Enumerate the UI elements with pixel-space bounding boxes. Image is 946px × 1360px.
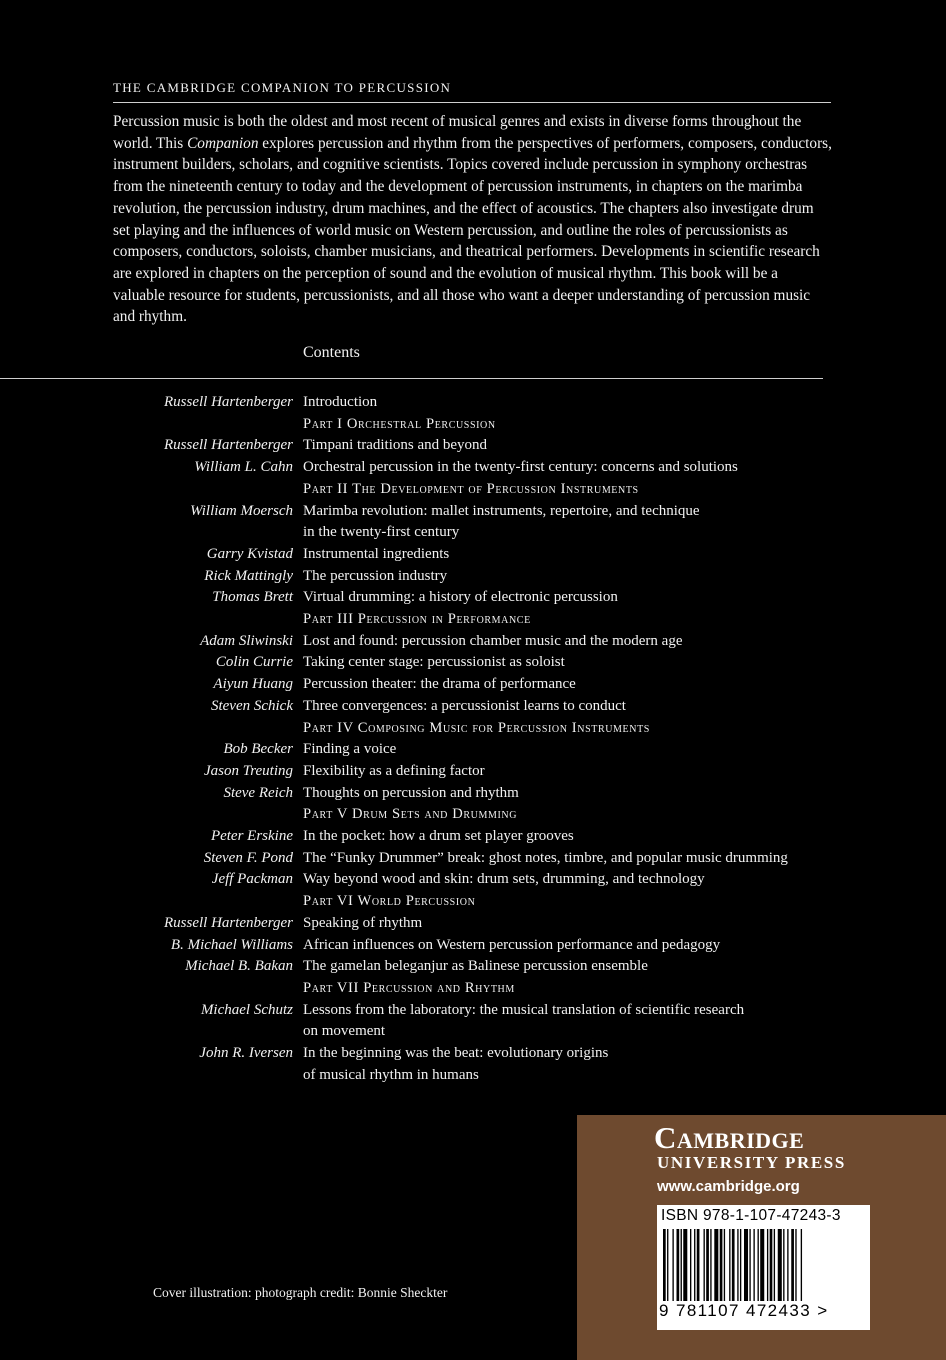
barcode-bar: [760, 1229, 764, 1301]
toc-part-label: Part I Orchestral Percussion: [303, 415, 496, 432]
toc-chapter-title: Flexibility as a defining factor: [303, 762, 485, 779]
toc-chapter-title: Finding a voice: [303, 741, 397, 758]
toc-entry: [0, 435, 946, 457]
contents-heading: Contents: [303, 344, 360, 361]
toc-entry: [0, 457, 946, 479]
barcode-bar: [767, 1229, 768, 1301]
toc-chapter-title: In the beginning was the beat: evolutionary origins of musical rhythm in humans: [303, 1045, 609, 1083]
toc-author: B. Michael Williams: [170, 936, 293, 953]
toc-entry: [0, 631, 946, 653]
publisher-url[interactable]: www.cambridge.org: [657, 1178, 800, 1195]
toc-author: Michael Schutz: [200, 1001, 293, 1018]
barcode-bar: [681, 1229, 682, 1301]
toc-entry: [0, 587, 946, 609]
toc-chapter-title: Way beyond wood and skin: drum sets, drumming, and technology: [303, 871, 705, 888]
publisher-name: Cambridge: [654, 1120, 805, 1155]
toc-entry: [0, 566, 946, 588]
barcode-bar: [683, 1229, 687, 1301]
toc-entry: [0, 826, 946, 848]
barcode-bar: [749, 1229, 750, 1301]
toc-chapter-title: The percussion industry: [303, 567, 448, 584]
toc-author: Aiyun Huang: [213, 676, 293, 693]
toc-author: William L. Cahn: [194, 459, 293, 476]
barcode-bar: [720, 1229, 723, 1301]
toc-entry: [0, 652, 946, 674]
blurb-part-1: Percussion music is both the oldest and most recent of musical genres and exists in diverse forms throughout the world. This: [113, 113, 802, 152]
toc-author: Garry Kvistad: [206, 545, 293, 562]
barcode-bar: [770, 1229, 773, 1301]
toc-part-heading: [0, 891, 946, 913]
barcode-bar: [704, 1229, 705, 1301]
barcode-bar: [774, 1229, 775, 1301]
toc-entry: [0, 501, 946, 544]
toc-chapter-title: Orchestral percussion in the twenty-first century: concerns and solutions: [303, 459, 738, 476]
toc-author: Jeff Packman: [211, 871, 293, 888]
toc-author: Russell Hartenberger: [163, 914, 293, 931]
toc-part-label: Part V Drum Sets and Drumming: [303, 806, 518, 823]
toc-author: Steve Reich: [223, 784, 293, 801]
toc-entry: [0, 1000, 946, 1043]
barcode-bar: [783, 1229, 784, 1301]
toc-part-label: Part VI World Percussion: [303, 893, 476, 910]
barcode-bar: [795, 1229, 796, 1301]
barcode-digits: 9 781107 472433 >: [659, 1301, 829, 1320]
barcode-bar: [801, 1229, 802, 1301]
barcode-bar: [778, 1229, 782, 1301]
toc-chapter-title: Marimba revolution: mallet instruments, repertoire, and technique in the twenty-first century: [303, 502, 700, 541]
toc-chapter-title: The gamelan beleganjur as Balinese percussion ensemble: [303, 958, 648, 975]
barcode-bar: [714, 1229, 718, 1301]
toc-author: Russell Hartenberger: [163, 437, 293, 454]
barcode-bar: [791, 1229, 794, 1301]
toc-part-heading: [0, 804, 946, 826]
toc-part-label: Part VII Percussion and Rhythm: [303, 979, 515, 996]
barcode-bar: [667, 1229, 668, 1301]
barcode-bar: [758, 1229, 759, 1301]
toc-chapter-title: Introduction: [303, 394, 378, 410]
toc-author: Steven Schick: [210, 697, 293, 714]
isbn-label: ISBN 978-1-107-47243-3: [661, 1207, 841, 1224]
toc-part-label: Part IV Composing Music for Percussion Instruments: [303, 719, 650, 736]
barcode-bar: [663, 1229, 666, 1301]
barcode-bar: [677, 1229, 680, 1301]
toc-author: Adam Sliwinski: [200, 632, 293, 649]
toc-author: Jason Treuting: [203, 762, 293, 779]
barcode-bar: [729, 1229, 730, 1301]
table-of-contents: [0, 392, 946, 1087]
toc-author: Russell Hartenberger: [163, 394, 293, 410]
barcode-bars-icon: [663, 1229, 863, 1301]
contents-rule: [0, 378, 823, 379]
publisher-subname: UNIVERSITY PRESS: [657, 1153, 846, 1172]
barcode-bar: [694, 1229, 695, 1301]
blurb-emphasis: Companion: [187, 134, 259, 152]
barcode-bar: [787, 1229, 788, 1301]
barcode-bar: [737, 1229, 738, 1301]
toc-chapter-title: The “Funky Drummer” break: ghost notes, timbre, and popular music drumming: [303, 849, 788, 866]
toc-entry: [0, 783, 946, 805]
series-title: THE CAMBRIDGE COMPANION TO PERCUSSION: [113, 80, 452, 95]
toc-entry: [0, 739, 946, 761]
barcode-bar: [690, 1229, 691, 1301]
toc-part-label: Part III Percussion in Performance: [303, 611, 531, 628]
toc-part-heading: [0, 978, 946, 1000]
toc-chapter-title: Lost and found: percussion chamber music and the modern age: [303, 632, 683, 649]
toc-author: William Moersch: [190, 502, 293, 519]
toc-part-heading: [0, 479, 946, 501]
toc-part-heading: [0, 609, 946, 631]
toc-entry: [0, 674, 946, 696]
publisher-box: [577, 1115, 946, 1360]
barcode-bar: [724, 1229, 725, 1301]
toc-entry: [0, 1043, 946, 1086]
barcode-bar: [740, 1229, 741, 1301]
barcode-bar: [706, 1229, 709, 1301]
toc-entry: [0, 935, 946, 957]
blurb: [113, 111, 833, 328]
toc-chapter-title: African influences on Western percussion performance and pedagogy: [303, 936, 721, 953]
cover-credit: Cover illustration: photograph credit: Bonnie Sheckter: [153, 1285, 448, 1300]
barcode-bar: [732, 1229, 735, 1301]
barcode-bar: [710, 1229, 711, 1301]
toc-chapter-title: Taking center stage: percussionist as soloist: [303, 654, 565, 671]
toc-author: Colin Currie: [215, 654, 293, 671]
blurb-part-2: explores percussion and rhythm from the perspectives of performers, composers, conductors, instrument builders, scholars, and cognitive scientists. Topics covered include percussion in symphony orchestras from the nineteenth century to today and the development of percussion instruments, in chapters on the marimba revolution, the percussion industry, drum machines, and the effect of acoustics. The chapters also investigate drum set playing and the influences of world music on Western percussion, and outline the roles of percussionists as composers, conductors, soloists, chamber musicians, and theatrical performers. Developments in scientific research are explored in chapters on the perception of sound and the evolution of musical rhythm. This book will be a valuable resource for students, percussionists, and all those who want a deeper understanding of percussion music and rhythm.: [113, 134, 832, 326]
toc-chapter-title: In the pocket: how a drum set player grooves: [303, 828, 574, 845]
toc-part-heading: [0, 414, 946, 436]
toc-chapter-title: Three convergences: a percussionist learns to conduct: [303, 697, 626, 714]
toc-author: Michael B. Bakan: [185, 958, 293, 975]
toc-chapter-title: Percussion theater: the drama of performance: [303, 676, 576, 693]
barcode-bar: [744, 1229, 748, 1301]
toc-chapter-title: Lessons from the laboratory: the musical translation of scientific research on movement: [303, 1001, 745, 1040]
toc-part-label: Part II The Development of Percussion Instruments: [303, 480, 639, 497]
toc-part-heading: [0, 718, 946, 740]
toc-chapter-title: Thoughts on percussion and rhythm: [303, 784, 519, 801]
toc-author: Steven F. Pond: [203, 849, 293, 866]
toc-chapter-title: Virtual drumming: a history of electronic percussion: [303, 589, 618, 606]
top-rule: [113, 102, 831, 103]
barcode-bar: [672, 1229, 673, 1301]
toc-chapter-title: Speaking of rhythm: [303, 914, 423, 931]
toc-entry: [0, 913, 946, 935]
toc-entry: [0, 869, 946, 891]
toc-author: Peter Erskine: [210, 828, 293, 845]
toc-entry: [0, 761, 946, 783]
toc-author: John R. Iversen: [199, 1045, 293, 1062]
barcode-box: [657, 1205, 870, 1330]
toc-author: Thomas Brett: [212, 589, 293, 606]
barcode-bar: [697, 1229, 700, 1301]
toc-chapter-title: Instrumental ingredients: [303, 545, 450, 562]
toc-entry: [0, 696, 946, 718]
toc-entry: [0, 956, 946, 978]
toc-chapter-title: Timpani traditions and beyond: [303, 437, 488, 454]
toc-entry: [0, 544, 946, 566]
toc-author: Bob Becker: [223, 741, 293, 758]
toc-author: Rick Mattingly: [204, 567, 293, 584]
barcode-bar: [753, 1229, 754, 1301]
toc-entry: [0, 392, 946, 414]
toc-entry: [0, 848, 946, 870]
